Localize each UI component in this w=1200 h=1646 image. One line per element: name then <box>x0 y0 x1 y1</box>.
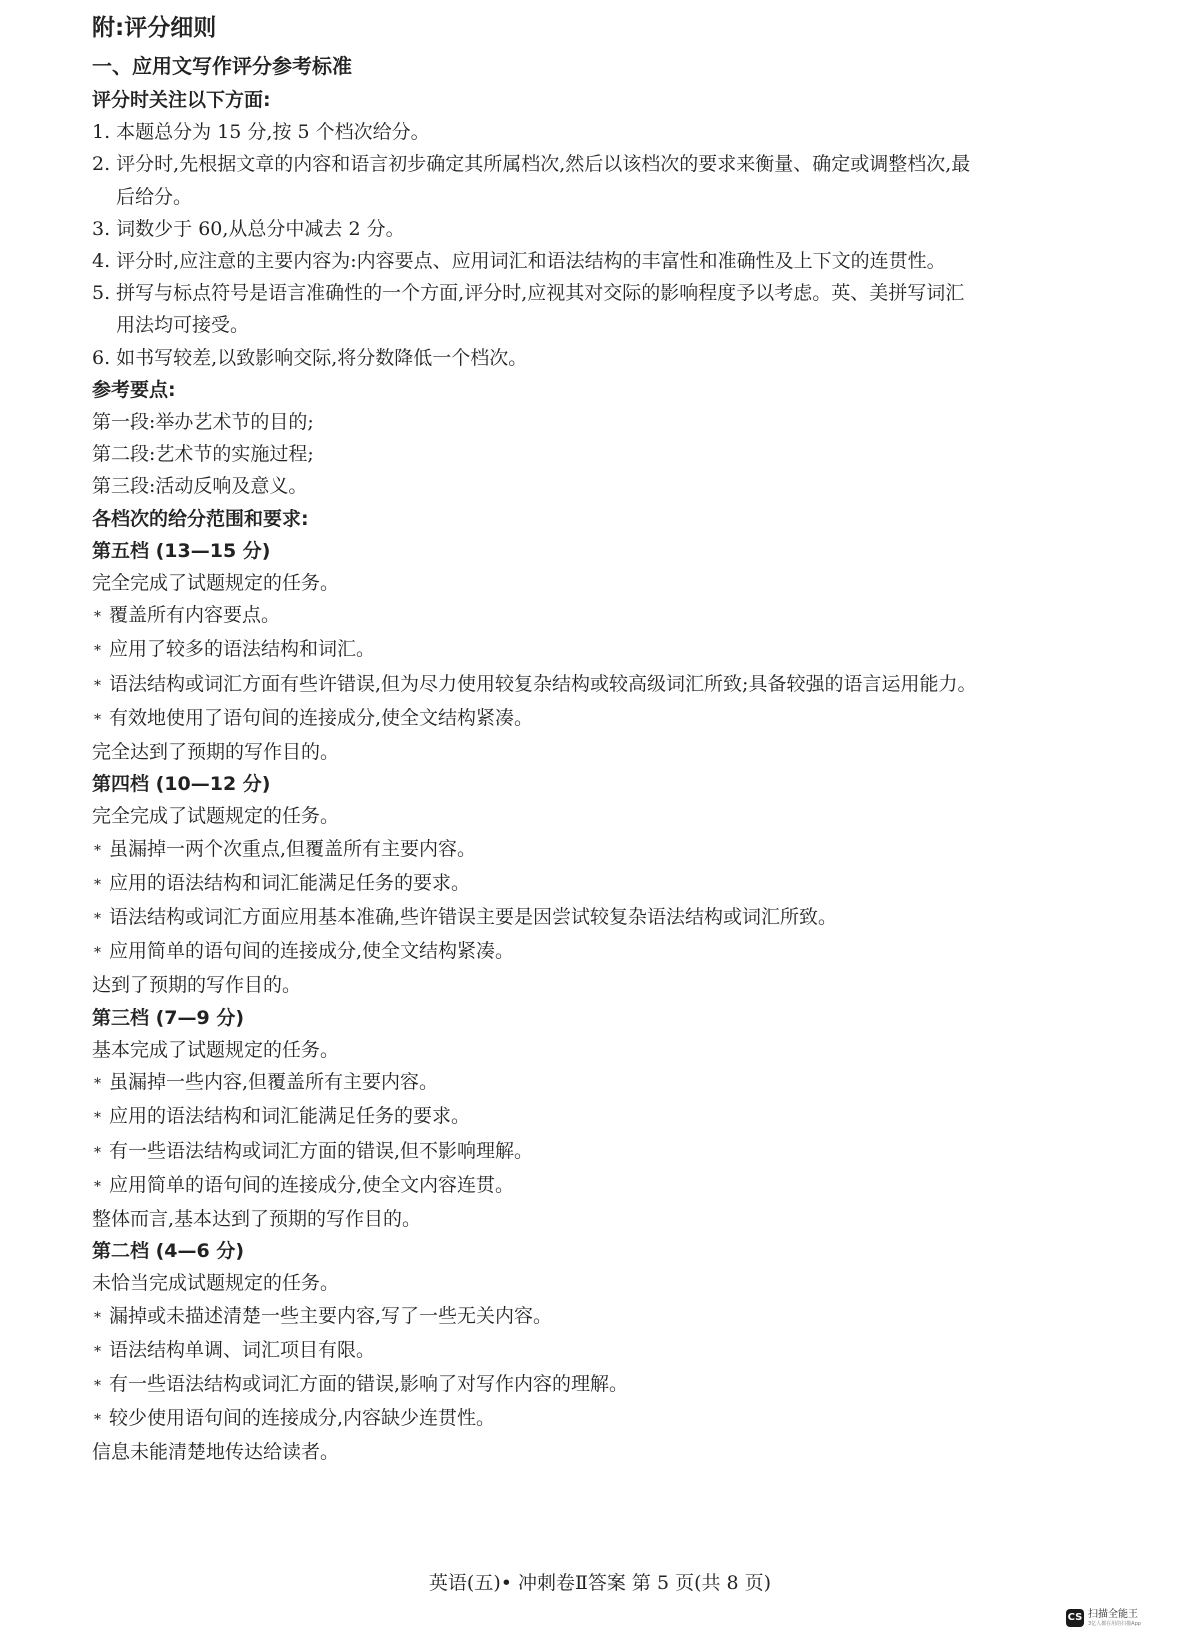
watermark-name: 扫描全能王 <box>1088 1608 1138 1620</box>
grade-conclusion: 完全达到了预期的写作目的。 <box>92 741 340 764</box>
grade-bullet <box>92 1135 1132 1169</box>
section-title: 一、应用文写作评分参考标准 <box>92 54 352 78</box>
bullet-icon: * <box>94 711 101 728</box>
grade-bullet <box>92 702 1132 736</box>
grade-bullet <box>92 1066 1132 1100</box>
document-content <box>92 8 1132 1469</box>
bullet-icon: * <box>94 1076 101 1093</box>
bullet-icon: * <box>94 842 101 859</box>
grade-conclusion: 达到了预期的写作目的。 <box>92 974 302 997</box>
watermark-text <box>1088 1609 1141 1628</box>
bullet-icon: * <box>94 1343 101 1360</box>
bullet-icon: * <box>94 677 101 694</box>
grade-section-4 <box>92 768 1132 1001</box>
bullet-icon: * <box>94 911 101 928</box>
grade-bullet <box>92 1368 1132 1402</box>
key-point: 第三段:活动反响及意义。 <box>92 475 308 498</box>
bullet-icon: * <box>94 1178 101 1195</box>
grade-bullet-text: 语法结构或词汇方面应用基本准确,些许错误主要是因尝试较复杂语法结构或词汇所致。 <box>109 906 838 929</box>
grade-bullet-text: 漏掉或未描述清楚一些主要内容,写了一些无关内容。 <box>109 1304 553 1327</box>
key-point: 第一段:举办艺术节的目的; <box>92 411 314 434</box>
bullet-icon: * <box>94 876 101 893</box>
grade-section-5 <box>92 535 1132 768</box>
watermark-subtitle: 3亿人都在用的扫描App <box>1088 1620 1141 1627</box>
grade-bullet <box>92 633 1132 667</box>
bullet-icon: * <box>94 609 101 626</box>
criteria-item: 6. 如书写较差,以致影响交际,将分数降低一个档次。 <box>92 346 528 369</box>
grade-intro: 基本完成了试题规定的任务。 <box>92 1038 340 1061</box>
grade-intro: 完全完成了试题规定的任务。 <box>92 805 340 828</box>
grade-bullet <box>92 1334 1132 1368</box>
grade-title: 第五档 (13—15 分) <box>92 539 271 562</box>
grade-conclusion: 信息未能清楚地传达给读者。 <box>92 1441 340 1464</box>
grade-bullet <box>92 1100 1132 1134</box>
criteria-item: 1. 本题总分为 15 分,按 5 个档次给分。 <box>92 121 430 144</box>
grade-bullet <box>92 1402 1132 1436</box>
grade-bullet <box>92 668 1132 702</box>
grade-title: 第二档 (4—6 分) <box>92 1240 245 1263</box>
grade-bullet-text: 应用了较多的语法结构和词汇。 <box>109 638 376 661</box>
page-heading: 附:评分细则 <box>92 15 217 41</box>
grade-bullet-text: 应用的语法结构和词汇能满足任务的要求。 <box>109 871 471 894</box>
grade-bullet <box>92 867 1132 901</box>
grade-conclusion: 整体而言,基本达到了预期的写作目的。 <box>92 1207 422 1230</box>
grade-bullet <box>92 599 1132 633</box>
bullet-icon: * <box>94 1144 101 1161</box>
bullet-icon: * <box>94 1309 101 1326</box>
grade-title: 第三档 (7—9 分) <box>92 1006 245 1029</box>
bullet-icon: * <box>94 1377 101 1394</box>
criteria-item-continuation: 用法均可接受。 <box>116 314 250 337</box>
grade-bullet-text: 虽漏掉一些内容,但覆盖所有主要内容。 <box>109 1071 439 1094</box>
grades-heading: 各档次的给分范围和要求: <box>92 507 309 530</box>
key-points-heading: 参考要点: <box>92 378 176 401</box>
bullet-icon: * <box>94 1412 101 1429</box>
grade-bullet-text: 语法结构或词汇方面有些许错误,但为尽力使用较复杂结构或较高级词汇所致;具备较强的语言运用能力。 <box>109 672 977 695</box>
grade-bullet-text: 应用简单的语句间的连接成分,使全文结构紧凑。 <box>109 940 515 963</box>
page-footer: 英语(五)• 冲刺卷Ⅱ答案 第 5 页(共 8 页) <box>428 1572 772 1594</box>
scanner-watermark <box>1066 1596 1184 1640</box>
camscanner-logo-icon: CS <box>1066 1609 1084 1627</box>
grade-bullet-text: 虽漏掉一两个次重点,但覆盖所有主要内容。 <box>109 837 477 860</box>
grade-bullet <box>92 833 1132 867</box>
grade-bullet <box>92 1300 1132 1334</box>
grade-bullet <box>92 901 1132 935</box>
grade-bullet-text: 应用的语法结构和词汇能满足任务的要求。 <box>109 1105 471 1128</box>
grade-bullet-text: 语法结构单调、词汇项目有限。 <box>109 1338 376 1361</box>
criteria-list <box>92 116 1132 374</box>
grade-intro: 完全完成了试题规定的任务。 <box>92 572 340 595</box>
criteria-item: 3. 词数少于 60,从总分中减去 2 分。 <box>92 217 405 240</box>
criteria-item <box>92 148 1132 180</box>
bullet-icon: * <box>94 945 101 962</box>
key-points-list <box>92 406 1132 503</box>
grade-bullet-text: 覆盖所有内容要点。 <box>109 604 281 627</box>
criteria-item-continuation: 后给分。 <box>116 185 193 208</box>
grade-bullet <box>92 935 1132 969</box>
criteria-heading: 评分时关注以下方面: <box>92 89 271 111</box>
bullet-icon: * <box>94 643 101 660</box>
grade-bullet-text: 较少使用语句间的连接成分,内容缺少连贯性。 <box>109 1407 496 1430</box>
grade-section-3 <box>92 1002 1132 1235</box>
grade-intro: 未恰当完成试题规定的任务。 <box>92 1272 340 1295</box>
grade-bullet-text: 有一些语法结构或词汇方面的错误,但不影响理解。 <box>109 1139 534 1162</box>
grade-section-2 <box>92 1235 1132 1468</box>
grade-bullet-text: 有一些语法结构或词汇方面的错误,影响了对写作内容的理解。 <box>109 1372 629 1395</box>
bullet-icon: * <box>94 1110 101 1127</box>
grade-bullet-text: 应用简单的语句间的连接成分,使全文内容连贯。 <box>109 1173 515 1196</box>
criteria-item-text: 2. 评分时,先根据文章的内容和语言初步确定其所属档次,然后以该档次的要求来衡量、确定或调整档次,最 <box>92 153 971 176</box>
key-point: 第二段:艺术节的实施过程; <box>92 443 314 466</box>
grade-bullet <box>92 1169 1132 1203</box>
grade-title: 第四档 (10—12 分) <box>92 773 271 796</box>
criteria-item: 5. 拼写与标点符号是语言准确性的一个方面,评分时,应视其对交际的影响程度予以考虑。英、美拼写词汇 <box>92 282 965 305</box>
grade-bullet-text: 有效地使用了语句间的连接成分,使全文结构紧凑。 <box>109 706 534 729</box>
criteria-item: 4. 评分时,应注意的主要内容为:内容要点、应用词汇和语法结构的丰富性和准确性及上下文的连贯性。 <box>92 250 946 273</box>
